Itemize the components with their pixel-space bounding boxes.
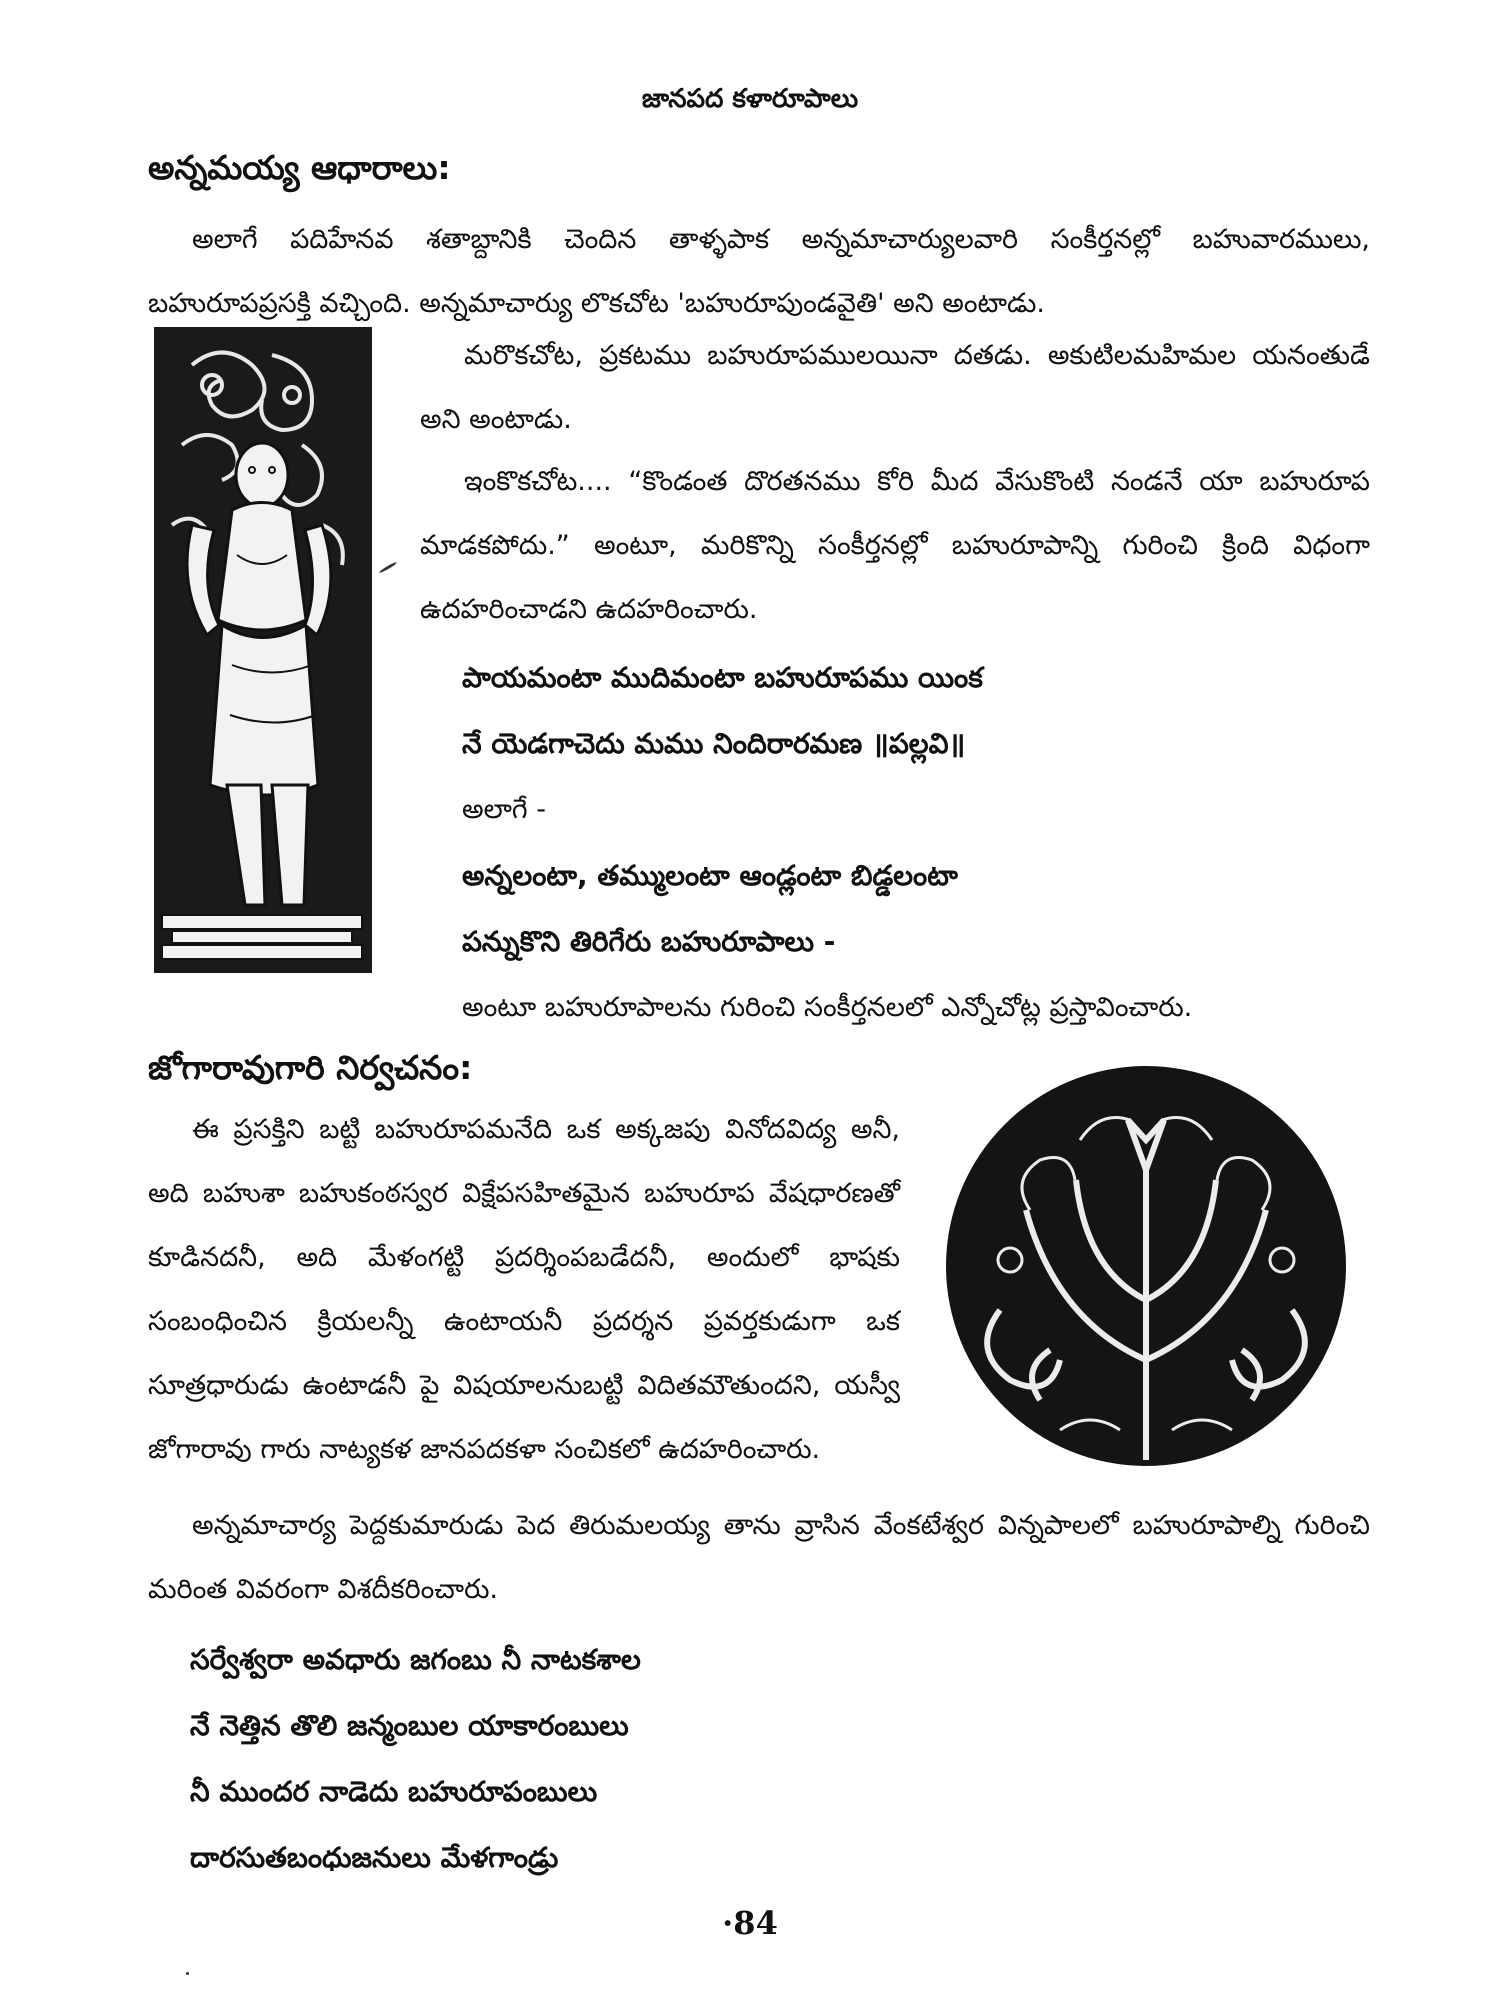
verse-intro: అలాగే - [462,794,546,825]
paragraph [148,1494,1370,1622]
verse-line: నే యెడగాచెదు మము నిందిరారమణ ॥పల్లవి॥ [462,727,966,760]
verse-line: సర్వేశ్వరా అవధారు జగంబు నీ నాటకశాల [190,1643,641,1676]
verse-line: నే నెత్తిన తొలి జన్మంబుల యాకారంబులు [190,1709,629,1742]
verse-line: నీ ముందర నాడెదు బహురూపంబులు [190,1775,598,1808]
page-number-value: 84 [733,1904,778,1942]
page-number: ·84 [722,1904,778,1942]
ink-speck [186,1972,189,1975]
verse-line: పాయమంటా ముదిమంటా బహురూపము యింక [462,661,983,694]
paragraph-text: ఇంకొకచోట.... “కొండంత దొరతనము కోరి మీద వేసుకొంటి నండనే యా బహురూప మాడకపోదు.” అంటూ, మరికొన్ని సంకీర్తనల్లో బహురూపాన్ని గురించి క్రింది విధంగా ఉదహరించాడని ఉదహరించారు. [420,466,1370,625]
running-head: జానపద కళారూపాలు [641,84,859,114]
paragraph [420,450,1370,642]
verse-line: పన్నుకొని తిరిగేరు బహురూపాలు - [462,925,836,958]
dancer-illustration [152,325,374,975]
floral-medallion-illustration [940,1060,1352,1472]
woodcut-figure-dancer [152,325,374,975]
paragraph-text: అలాగే పదిహేనవ శతాబ్దానికి చెందిన తాళ్ళపాక అన్నమాచార్యులవారి సంకీర్తనల్లో బహువారములు, బహురూపప్రసక్తి వచ్చింది. అన్నమాచార్యు లొకచోట 'బహురూపుండవైతి' అని అంటాడు. [148,224,1370,319]
paragraph-text: అంటూ బహురూపాలను గురించి సంకీర్తనలలో ఎన్నోచోట్ల ప్రస్తావించారు. [462,992,1193,1023]
paragraph [148,1098,900,1482]
paragraph-text: ఈ ప్రసక్తిని బట్టి బహురూపమనేది ఒక అక్కజపు వినోదవిద్య అనీ, అది బహుశా బహుకంఠస్వర విక్షేపసహితమైన బహురూప వేషధారణతో కూడినదనీ, అది మేళంగట్టి ప్రదర్శింపబడేదనీ, అందులో భాషకు సంబంధించిన క్రియలన్నీ ఉంటాయనీ ప్రదర్శన ప్రవర్తకుడుగా ఒక సూత్రధారుడు ఉంటాడనీ పై విషయాలనుబట్టి విదితమౌతుందని, యస్వీ జోగారావు గారు నాట్యకళ జానపదకళా సంచికలో ఉదహరించారు. [148,1114,900,1465]
section-heading-annamayya: అన్నమయ్య ఆధారాలు: [148,148,451,187]
paragraph-text: మరొకచోట, ప్రకటము బహురూపములయినా దతడు. అకుటిలమహిమల యనంతుడే అని అంటాడు. [420,340,1370,435]
paragraph [420,324,1370,452]
paragraph-text: అన్నమాచార్య పెద్దకుమారుడు పెద తిరుమలయ్య తాను వ్రాసిన వేంకటేశ్వర విన్నపాలలో బహురూపాల్ని గురించి మరింత వివరంగా విశదీకరించారు. [148,1510,1370,1605]
paragraph [148,208,1370,336]
section-heading-jogarao: జోగారావుగారి నిర్వచనం: [148,1048,473,1087]
ink-mark [379,561,398,574]
verse-line: అన్నలంటా, తమ్ములంటా ఆండ్లంటా బిడ్డలంటా [462,859,958,892]
verse-line: దారసుతబంధుజనులు మేళగాండ్రు [190,1841,559,1874]
woodcut-figure-medallion [940,1060,1352,1472]
